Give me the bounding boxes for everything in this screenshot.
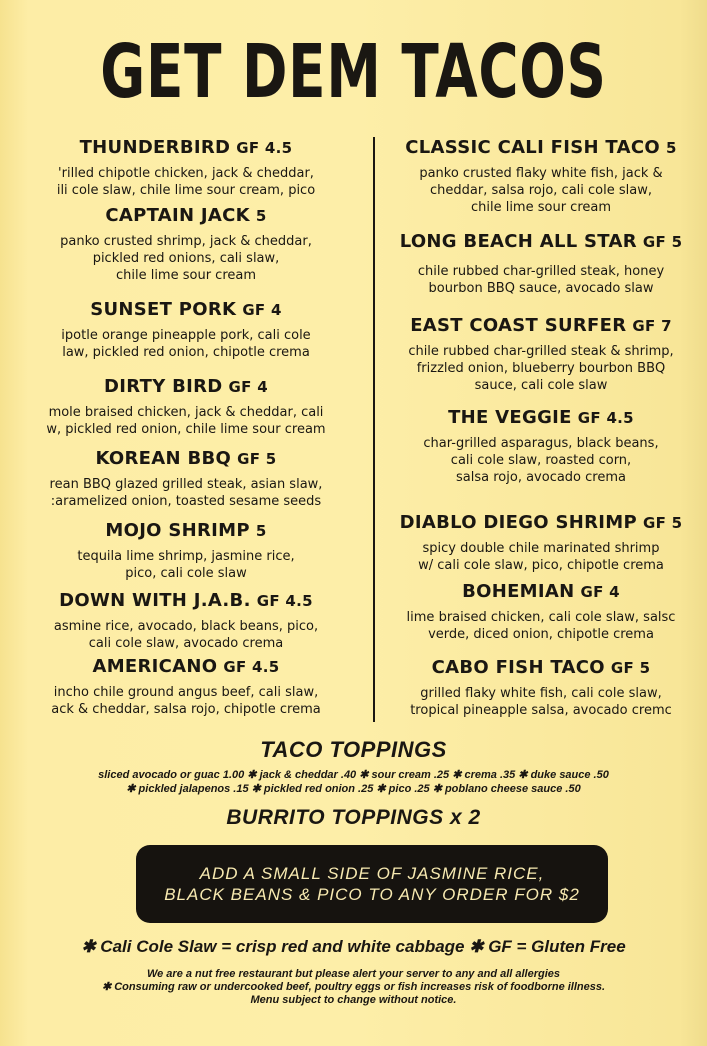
item-desc-line: bourbon BBQ sauce, avocado slaw (428, 281, 654, 296)
side-offer-line: BLACK BEANS & PICO TO ANY ORDER FOR $2 (164, 885, 580, 904)
item-desc-line: chile rubbed char-grilled steak & shrimp, (408, 344, 674, 359)
allergy-note: We are a nut free restaurant but please alert your server to any and all allergies (146, 968, 561, 980)
item-desc-line: lime braised chicken, cali cole slaw, salsc (406, 610, 676, 625)
item-desc-line: ili cole slaw, chile lime sour cream, pico (56, 183, 316, 198)
item-desc-line: cali cole slaw, avocado crema (88, 636, 284, 651)
item-tag: 5 (665, 139, 677, 157)
item-name: THUNDERBIRD (79, 137, 231, 158)
item-name: EAST COAST SURFER (410, 315, 627, 336)
item-tag: 5 (255, 522, 267, 540)
item-desc-line: tropical pineapple salsa, avocado cremc (410, 703, 672, 718)
right-menu-column (382, 132, 700, 722)
item-desc-line: ipotle orange pineapple pork, cali cole (61, 328, 311, 343)
item-desc-line: 'rilled chipotle chicken, jack & cheddar, (58, 166, 314, 181)
item-desc-line: law, pickled red onion, chipotle crema (62, 345, 310, 360)
menu-change-note: Menu subject to change without notice. (250, 994, 457, 1006)
item-desc-line: pico, cali cole slaw (125, 566, 247, 581)
item-desc-line: char-grilled asparagus, black beans, (423, 436, 659, 451)
item-desc-line: w/ cali cole slaw, pico, chipotle crema (418, 558, 664, 573)
item-tag: GF 5 (642, 514, 683, 532)
taco-toppings-line: sliced avocado or guac 1.00 ✱ jack & cheddar .40 ✱ sour cream .25 ✱ crema .35 ✱ duke sauce .50 (98, 769, 609, 781)
item-name: SUNSET PORK (90, 299, 237, 320)
item-desc-line: frizzled onion, blueberry bourbon BBQ (416, 361, 666, 376)
menu-item (0, 298, 372, 361)
item-tag: GF 4 (580, 583, 620, 601)
legend-note: ✱ Cali Cole Slaw = crisp red and white cabbage ✱ GF = Gluten Free (81, 937, 626, 956)
menu-item (382, 511, 700, 574)
item-desc-line: grilled flaky white fish, cali cole slaw, (420, 686, 662, 701)
taco-toppings-title: TACO TOPPINGS (260, 737, 447, 762)
item-desc-line: incho chile ground angus beef, cali slaw, (53, 685, 319, 700)
menu-item (0, 204, 372, 284)
burrito-toppings-title: BURRITO TOPPINGS x 2 (226, 806, 481, 829)
side-offer-banner (136, 845, 608, 923)
item-tag: GF 4.5 (256, 592, 313, 610)
item-desc-line: pickled red onions, cali slaw, (92, 251, 280, 266)
item-desc-line: salsa rojo, avocado crema (456, 470, 626, 485)
item-name: KOREAN BBQ (95, 448, 232, 469)
item-desc-line: cali cole slaw, roasted corn, (450, 453, 632, 468)
menu-title: GET DEM TACOS (100, 29, 607, 115)
item-name: LONG BEACH ALL STAR (399, 231, 637, 252)
item-name: THE VEGGIE (448, 407, 572, 428)
item-tag: GF 4.5 (223, 658, 280, 676)
item-tag: 5 (255, 207, 267, 225)
menu-item (382, 656, 700, 719)
item-desc-line: panko crusted flaky white fish, jack & (419, 166, 663, 181)
item-desc-line: chile lime sour cream (115, 268, 257, 283)
item-desc-line: ack & cheddar, salsa rojo, chipotle crema (51, 702, 321, 717)
item-desc-line: chile lime sour cream (470, 200, 612, 215)
item-desc-line: w, pickled red onion, chile lime sour cream (46, 422, 326, 437)
item-desc-line: panko crusted shrimp, jack & cheddar, (60, 234, 312, 249)
item-tag: GF 4 (228, 378, 268, 396)
item-desc-line: sauce, cali cole slaw (474, 378, 608, 393)
item-desc-line: verde, diced onion, chipotle crema (428, 627, 654, 642)
food-safety-note: ✱ Consuming raw or undercooked beef, poultry eggs or fish increases risk of foodborne illness. (101, 981, 606, 993)
column-divider (373, 137, 375, 722)
item-tag: GF 5 (610, 659, 651, 677)
item-name: CLASSIC CALI FISH TACO (405, 137, 660, 158)
menu-item (0, 447, 372, 510)
item-tag: GF 4 (242, 301, 282, 319)
item-desc-line: asmine rice, avocado, black beans, pico, (53, 619, 319, 634)
item-desc-line: tequila lime shrimp, jasmine rice, (77, 549, 295, 564)
item-tag: GF 4.5 (236, 139, 293, 157)
item-desc-line: mole braised chicken, jack & cheddar, cali (48, 405, 324, 420)
menu-item (0, 589, 372, 652)
menu-item (382, 580, 700, 643)
item-desc-line: cheddar, salsa rojo, cali cole slaw, (430, 183, 652, 198)
menu-item (0, 375, 372, 438)
item-name: DOWN WITH J.A.B. (59, 590, 251, 611)
item-desc-line: :aramelized onion, toasted sesame seeds (50, 494, 322, 509)
item-name: CAPTAIN JACK (105, 205, 250, 226)
menu-item (0, 655, 372, 718)
item-desc-line: chile rubbed char-grilled steak, honey (417, 264, 665, 279)
menu-item (382, 406, 700, 486)
item-name: BOHEMIAN (462, 581, 575, 602)
item-tag: GF 5 (237, 450, 277, 468)
menu-item (382, 136, 700, 216)
taco-toppings-line: ✱ pickled jalapenos .15 ✱ pickled red onion .25 ✱ pico .25 ✱ poblano cheese sauce .50 (126, 783, 581, 795)
menu-item (382, 314, 700, 394)
item-name: AMERICANO (92, 656, 218, 677)
menu-item (382, 230, 700, 297)
item-desc-line: spicy double chile marinated shrimp (422, 541, 660, 556)
item-tag: GF 4.5 (577, 409, 634, 427)
item-name: MOJO SHRIMP (105, 520, 250, 541)
item-tag: GF 5 (642, 233, 683, 251)
side-offer-line: ADD A SMALL SIDE OF JASMINE RICE, (199, 864, 545, 883)
item-name: DIRTY BIRD (104, 376, 223, 397)
item-tag: GF 7 (632, 317, 672, 335)
item-name: CABO FISH TACO (431, 657, 605, 678)
menu-item (0, 136, 372, 199)
item-desc-line: rean BBQ glazed grilled steak, asian slaw, (49, 477, 323, 492)
menu-item (0, 519, 372, 582)
item-name: DIABLO DIEGO SHRIMP (399, 512, 637, 533)
left-menu-column (0, 132, 372, 722)
